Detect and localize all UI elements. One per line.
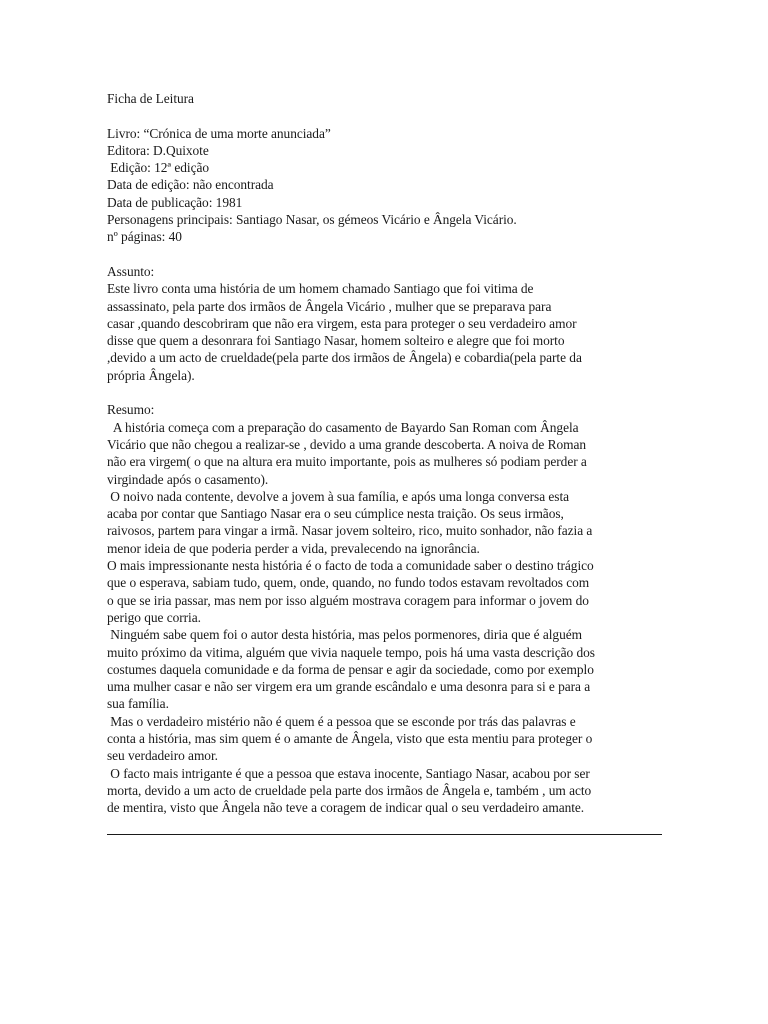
resumo-line: seu verdadeiro amor. <box>107 748 218 764</box>
resumo-line: uma mulher casar e não ser virgem era um grande escândalo e uma desonra para si e para a <box>107 679 591 695</box>
resumo-section <box>107 401 667 816</box>
resumo-line: Mas o verdadeiro mistério não é quem é a pessoa que se esconde por trás das palavras e <box>107 713 576 729</box>
assunto-line: ,devido a um acto de crueldade(pela parte dos irmãos de Ângela) e cobardia(pela parte da <box>107 350 582 366</box>
resumo-line: costumes daquela comunidade e da forma de pensar e agir da sociedade, como por exemplo <box>107 661 594 677</box>
info-line-pages: nº páginas: 40 <box>107 229 182 245</box>
spacer <box>107 246 667 263</box>
resumo-line: perigo que corria. <box>107 609 201 625</box>
info-line-publisher: Editora: D.Quixote <box>107 142 209 158</box>
resumo-line: O mais impressionante nesta história é o facto de toda a comunidade saber o destino trágico <box>107 558 594 574</box>
resumo-line: O noivo nada contente, devolve a jovem à sua família, e após uma longa conversa esta <box>107 488 570 504</box>
assunto-line: própria Ângela). <box>107 367 195 383</box>
resumo-line: o que se iria passar, mas nem por isso alguém mostrava coragem para informar o jovem do <box>107 592 589 608</box>
info-line-characters: Personagens principais: Santiago Nasar, os gémeos Vicário e Ângela Vicário. <box>107 212 517 228</box>
book-info <box>107 125 667 246</box>
info-line-publication-date: Data de publicação: 1981 <box>107 194 243 210</box>
resumo-line: Vicário que não chegou a realizar-se , devido a uma grande descoberta. A noiva de Roman <box>107 436 587 452</box>
resumo-line: morta, devido a um acto de crueldade pela parte dos irmãos de Ângela e, também , um acto <box>107 782 592 798</box>
assunto-section <box>107 263 667 384</box>
resumo-line: A história começa com a preparação do casamento de Bayardo San Roman com Ângela <box>107 419 579 435</box>
resumo-line: O facto mais intrigante é que a pessoa que estava inocente, Santiago Nasar, acabou por ser <box>107 765 590 781</box>
assunto-line: disse que quem a desonrara foi Santiago Nasar, homem solteiro e alegre que foi morto <box>107 333 565 349</box>
spacer <box>107 384 667 401</box>
spacer <box>107 107 667 124</box>
resumo-line: que o esperava, sabiam tudo, quem, onde, quando, no fundo todos estavam revoltados com <box>107 575 590 591</box>
document-title: Ficha de Leitura <box>107 91 194 106</box>
info-line-book: Livro: “Crónica de uma morte anunciada” <box>107 125 331 141</box>
resumo-line: virgindade após o casamento). <box>107 471 269 487</box>
horizontal-rule <box>107 834 662 835</box>
assunto-heading: Assunto: <box>107 263 155 279</box>
resumo-line: conta a história, mas sim quem é o amante de Ângela, visto que esta mentiu para proteger o <box>107 730 593 746</box>
resumo-line: Ninguém sabe quem foi o autor desta história, mas pelos pormenores, diria que é alguém <box>107 627 582 643</box>
document-page <box>107 90 667 816</box>
resumo-line: sua família. <box>107 696 169 712</box>
resumo-line: muito próximo da vitima, alguém que vivia naquele tempo, pois há uma vasta descrição dos <box>107 644 595 660</box>
info-line-edition: Edição: 12ª edição <box>107 160 210 176</box>
assunto-line: Este livro conta uma história de um homem chamado Santiago que foi vitima de <box>107 281 534 297</box>
resumo-heading: Resumo: <box>107 402 155 418</box>
info-line-edition-date: Data de edição: não encontrada <box>107 177 274 193</box>
resumo-line: acaba por contar que Santiago Nasar era o seu cúmplice nesta traição. Os seus irmãos, <box>107 506 564 522</box>
assunto-line: assassinato, pela parte dos irmãos de Ângela Vicário , mulher que se preparava para <box>107 298 552 314</box>
resumo-line: não era virgem( o que na altura era muito importante, pois as mulheres só podiam perder a <box>107 454 587 470</box>
resumo-line: menor ideia de que poderia perder a vida, prevalecendo na ignorância. <box>107 540 480 556</box>
assunto-line: casar ,quando descobriram que não era virgem, esta para proteger o seu verdadeiro amor <box>107 315 577 331</box>
resumo-line: raivosos, partem para vingar a irmã. Nasar jovem solteiro, rico, muito sonhador, não fazia a <box>107 523 593 539</box>
resumo-line: de mentira, visto que Ângela não teve a coragem de indicar qual o seu verdadeiro amante. <box>107 800 585 816</box>
